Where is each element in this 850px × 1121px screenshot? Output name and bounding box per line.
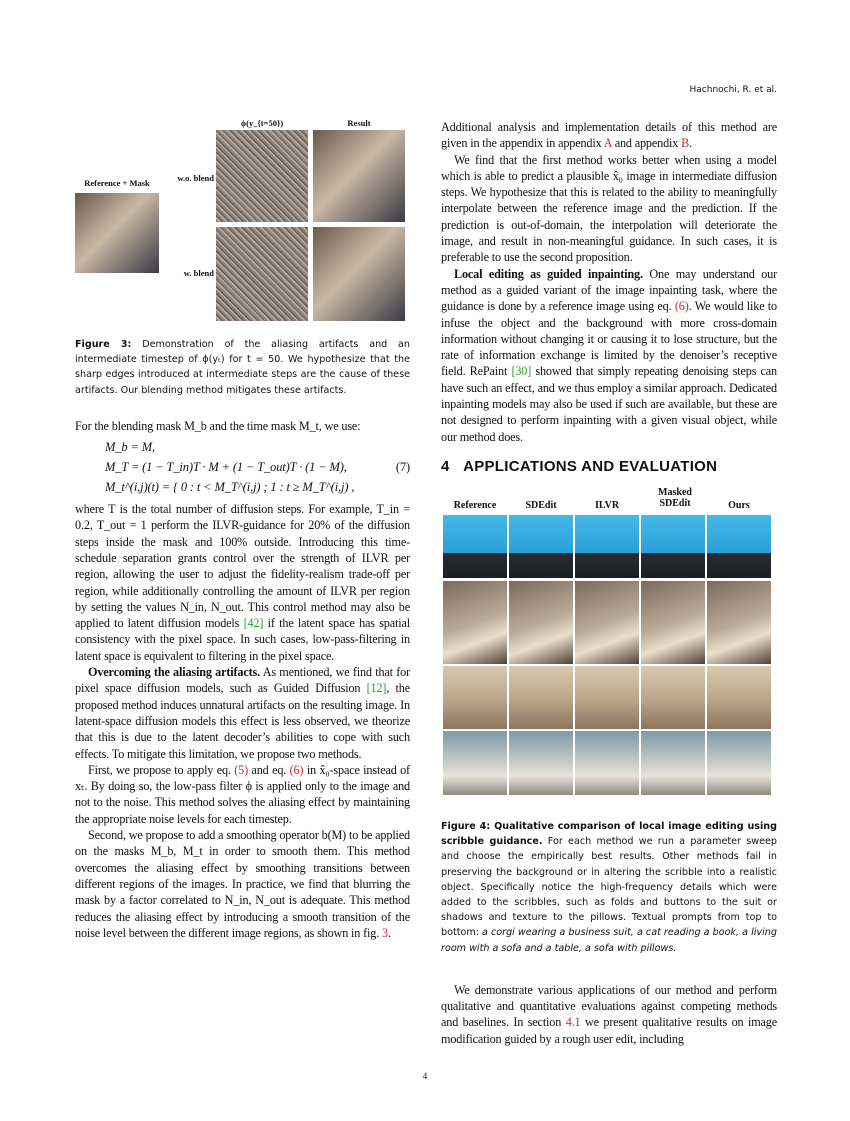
paragraph-heading: Overcoming the aliasing artifacts.: [88, 665, 261, 680]
fig3-row-label: w. blend: [183, 268, 214, 278]
sofa-image-2: [575, 731, 639, 795]
reference-mask-image: [75, 193, 159, 273]
text: and appendix: [614, 136, 679, 151]
running-head: Hachnochi, R. et al.: [689, 85, 777, 95]
text: .: [387, 925, 391, 940]
figure-4-caption: [441, 819, 777, 956]
living-room-image-4: [707, 666, 771, 729]
paragraph-heading: Local editing as guided inpainting.: [454, 266, 643, 281]
fig3-col-label: Result: [347, 118, 371, 128]
cat-image-4: [707, 581, 771, 664]
corgi-image-2: [575, 515, 639, 578]
caption-text: Demonstration of the aliasing artifacts and an intermediate timestep of ϕ(yₜ) for t = 50. We hypothesize that the sharp edges introduced at intermediate steps are the cause of these artifacts. Our blending method mitigates these artifacts.: [75, 339, 410, 396]
figure-3-caption: [75, 337, 410, 398]
phi-wo-blend-image: [216, 130, 308, 222]
sofa-image-0: [443, 731, 507, 795]
text: One may understand our method as a guided variant of the image inpainting task, where the guidance is done by a reference image using eq.: [441, 266, 777, 314]
living-room-image-2: [575, 666, 639, 729]
fig4-col-label: SDEdit: [525, 499, 557, 511]
phi-w-blend-image: [216, 227, 308, 321]
eq-line: M_t^(i,j)(t) = { 0 : t < M_T^(i,j) ; 1 : t ≥ M_T^(i,j) ,: [105, 480, 355, 495]
cat-image-2: [575, 581, 639, 664]
paragraph: [441, 982, 777, 1047]
citation-link[interactable]: [12]: [366, 681, 387, 696]
corgi-image-1: [509, 515, 573, 578]
eq-intro: For the blending mask M_b and the time mask M_t, we use:: [75, 418, 361, 433]
fig3-row-label: w.o. blend: [177, 173, 214, 183]
right-column-bottom: [441, 982, 777, 1047]
caption-label: Figure 3:: [75, 339, 132, 350]
caption-prompts: a corgi wearing a business suit, a cat reading a book, a living room with a sofa and a table, a sofa with pillows.: [441, 927, 777, 954]
corgi-image-0: [443, 515, 507, 578]
sofa-image-3: [641, 731, 705, 795]
paragraph: [441, 119, 777, 152]
eq-line: M_T = (1 − T_in)T · M + (1 − T_out)T · (1 − M),: [105, 460, 347, 475]
cat-image-3: [641, 581, 705, 664]
fig4-col-label: Ours: [728, 499, 750, 511]
cat-image-1: [509, 581, 573, 664]
corgi-image-3: [641, 515, 705, 578]
citation-link[interactable]: [30]: [511, 364, 532, 379]
fig4-col-label: Reference: [453, 499, 497, 511]
result-w-blend-image: [313, 227, 405, 321]
text: showed that simply repeating denoising steps can have such an effect, and we thus employ a similar approach. Dedicated inpainting models may also be used if such are available, but these are not designed to perform inpainting with a given visual object, while our method does.: [441, 364, 777, 444]
living-room-image-0: [443, 666, 507, 729]
corgi-image-4: [707, 515, 771, 578]
equation-link[interactable]: (6): [674, 299, 689, 314]
text: where T is the total number of diffusion steps. For example, T_in = 0.2, T_out = 1 perform the ILVR-guidance for 20% of the diffusion steps inside the mask and 100% outside. Introducing this time-schedule separation grants control over the strength of ILVR per region, allowing the user to adjust the fidelity-realism trade-off per region, while additionally controlling the amount of ILVR per region by setting the values N_in, N_out. This control method may also be applied to latent diffusion models: [75, 502, 410, 631]
appendix-link[interactable]: A: [603, 136, 612, 151]
text: if the latent space has spatial consistency with the pixel space. In such cases, low-pass-filtering in latent space is equivalent to filtering in the pixel space.: [75, 616, 410, 663]
text: . We would like to infuse the object and the background with more cross-domain information without changing it or causing it to lose structure, but the rate of information exchange is limited by the denoiser’s receptive field. RePaint: [441, 299, 777, 379]
fig4-col-label: Masked SDEdit: [658, 486, 692, 509]
text: .: [689, 136, 693, 151]
fig3-col-label: ϕ(y_{t=50}): [240, 118, 284, 128]
result-wo-blend-image: [313, 130, 405, 222]
sofa-image-4: [707, 731, 771, 795]
text: First, we propose to apply eq.: [88, 762, 231, 777]
section-link[interactable]: 4.1: [565, 1015, 581, 1030]
living-room-image-3: [641, 666, 705, 729]
caption-text: For each method we run a parameter sweep and choose the empirically best results. Other methods fail in preserving the background or in altering the scribble into a realistic object. Specifically notice the high-frequency details which were added to the scribbles, such as folds and buttons to the suit or shadows and texture to the pillows. Textual prompts from top to bottom:: [441, 836, 777, 939]
paragraph: We find that the first method works better when using a model which is able to predict a plausible x̂₀ image in intermediate diffusion steps. We hypothesize that this is related to the ability to meaningfully interpolate between the reference image and the prediction. If the prediction is out-of-domain, the interpolation will deteriorate the image, and result in non-meaningful guidance. In such cases, it is preferable to use the second proposition.: [441, 152, 777, 265]
right-column-wrapper: [441, 115, 777, 1047]
text: We demonstrate various applications of our method and perform qualitative and quantitative evaluations against competing methods and baselines. In section: [441, 982, 777, 1030]
section-title: APPLICATIONS AND EVALUATION: [463, 457, 718, 475]
text: we present qualitative results on image modification guided by a rough user edit, including: [441, 1015, 777, 1046]
citation-link[interactable]: [42]: [243, 616, 264, 631]
text: Additional analysis and implementation details of this method are given in the appendix in appendix: [441, 120, 777, 151]
right-column-top: [441, 119, 777, 445]
equation-link[interactable]: (5): [234, 762, 249, 777]
cat-image-0: [443, 581, 507, 664]
text: , the proposed method induces unnatural artifacts on the resulting image. In latent-space diffusion models this effect is less observed, we theorize that this is due to the latent decoder’s abilities to cope with such effects. To mitigate this limitation, we propose two methods.: [75, 681, 410, 761]
page-number: 4: [422, 1070, 428, 1081]
fig4-col-label: ILVR: [594, 499, 620, 511]
eq-number: (7): [395, 459, 410, 474]
living-room-image-1: [509, 666, 573, 729]
text: and eq.: [251, 762, 287, 777]
two-column-body: [75, 115, 850, 1047]
section-heading: [441, 457, 777, 477]
caption-label: Figure 4: Qualitative comparison of local image editing using scribble guidance.: [441, 820, 777, 848]
sofa-image-1: [509, 731, 573, 795]
text: Second, we propose to add a smoothing operator b(M) to be applied on the masks M_b, M_t in order to smooth them. This method overcomes the aliasing effect by smoothing transitions between different regions of the images. In practice, we find that blurring the mask by a factor correlated to N_in, N_out is adequate. This method reduces the aliasing effect by introducing a smooth transition of the noise level between the different image regions, as shown in fig.: [75, 828, 410, 940]
eq-line: M_b = M,: [105, 440, 155, 455]
section-number: 4: [441, 457, 450, 475]
fig3-ref-label: Reference + Mask: [84, 178, 150, 188]
figure-link[interactable]: 3: [382, 925, 388, 940]
appendix-link[interactable]: B: [681, 136, 690, 151]
text: As mentioned, we find that for pixel space diffusion models, such as Guided Diffusion: [75, 665, 410, 696]
figure-3: [0, 115, 410, 325]
paragraph: [75, 827, 410, 941]
text: in x̂₀-space instead of xₜ. By doing so, the low-pass filter ϕ is applied only to the image and not to the noise. This method solves the aliasing effect by maintaining the appropriate noise levels for each timestep.: [75, 762, 410, 826]
equation-link[interactable]: (6): [289, 762, 304, 777]
figure-4: [0, 483, 800, 805]
paragraph: [441, 266, 777, 445]
